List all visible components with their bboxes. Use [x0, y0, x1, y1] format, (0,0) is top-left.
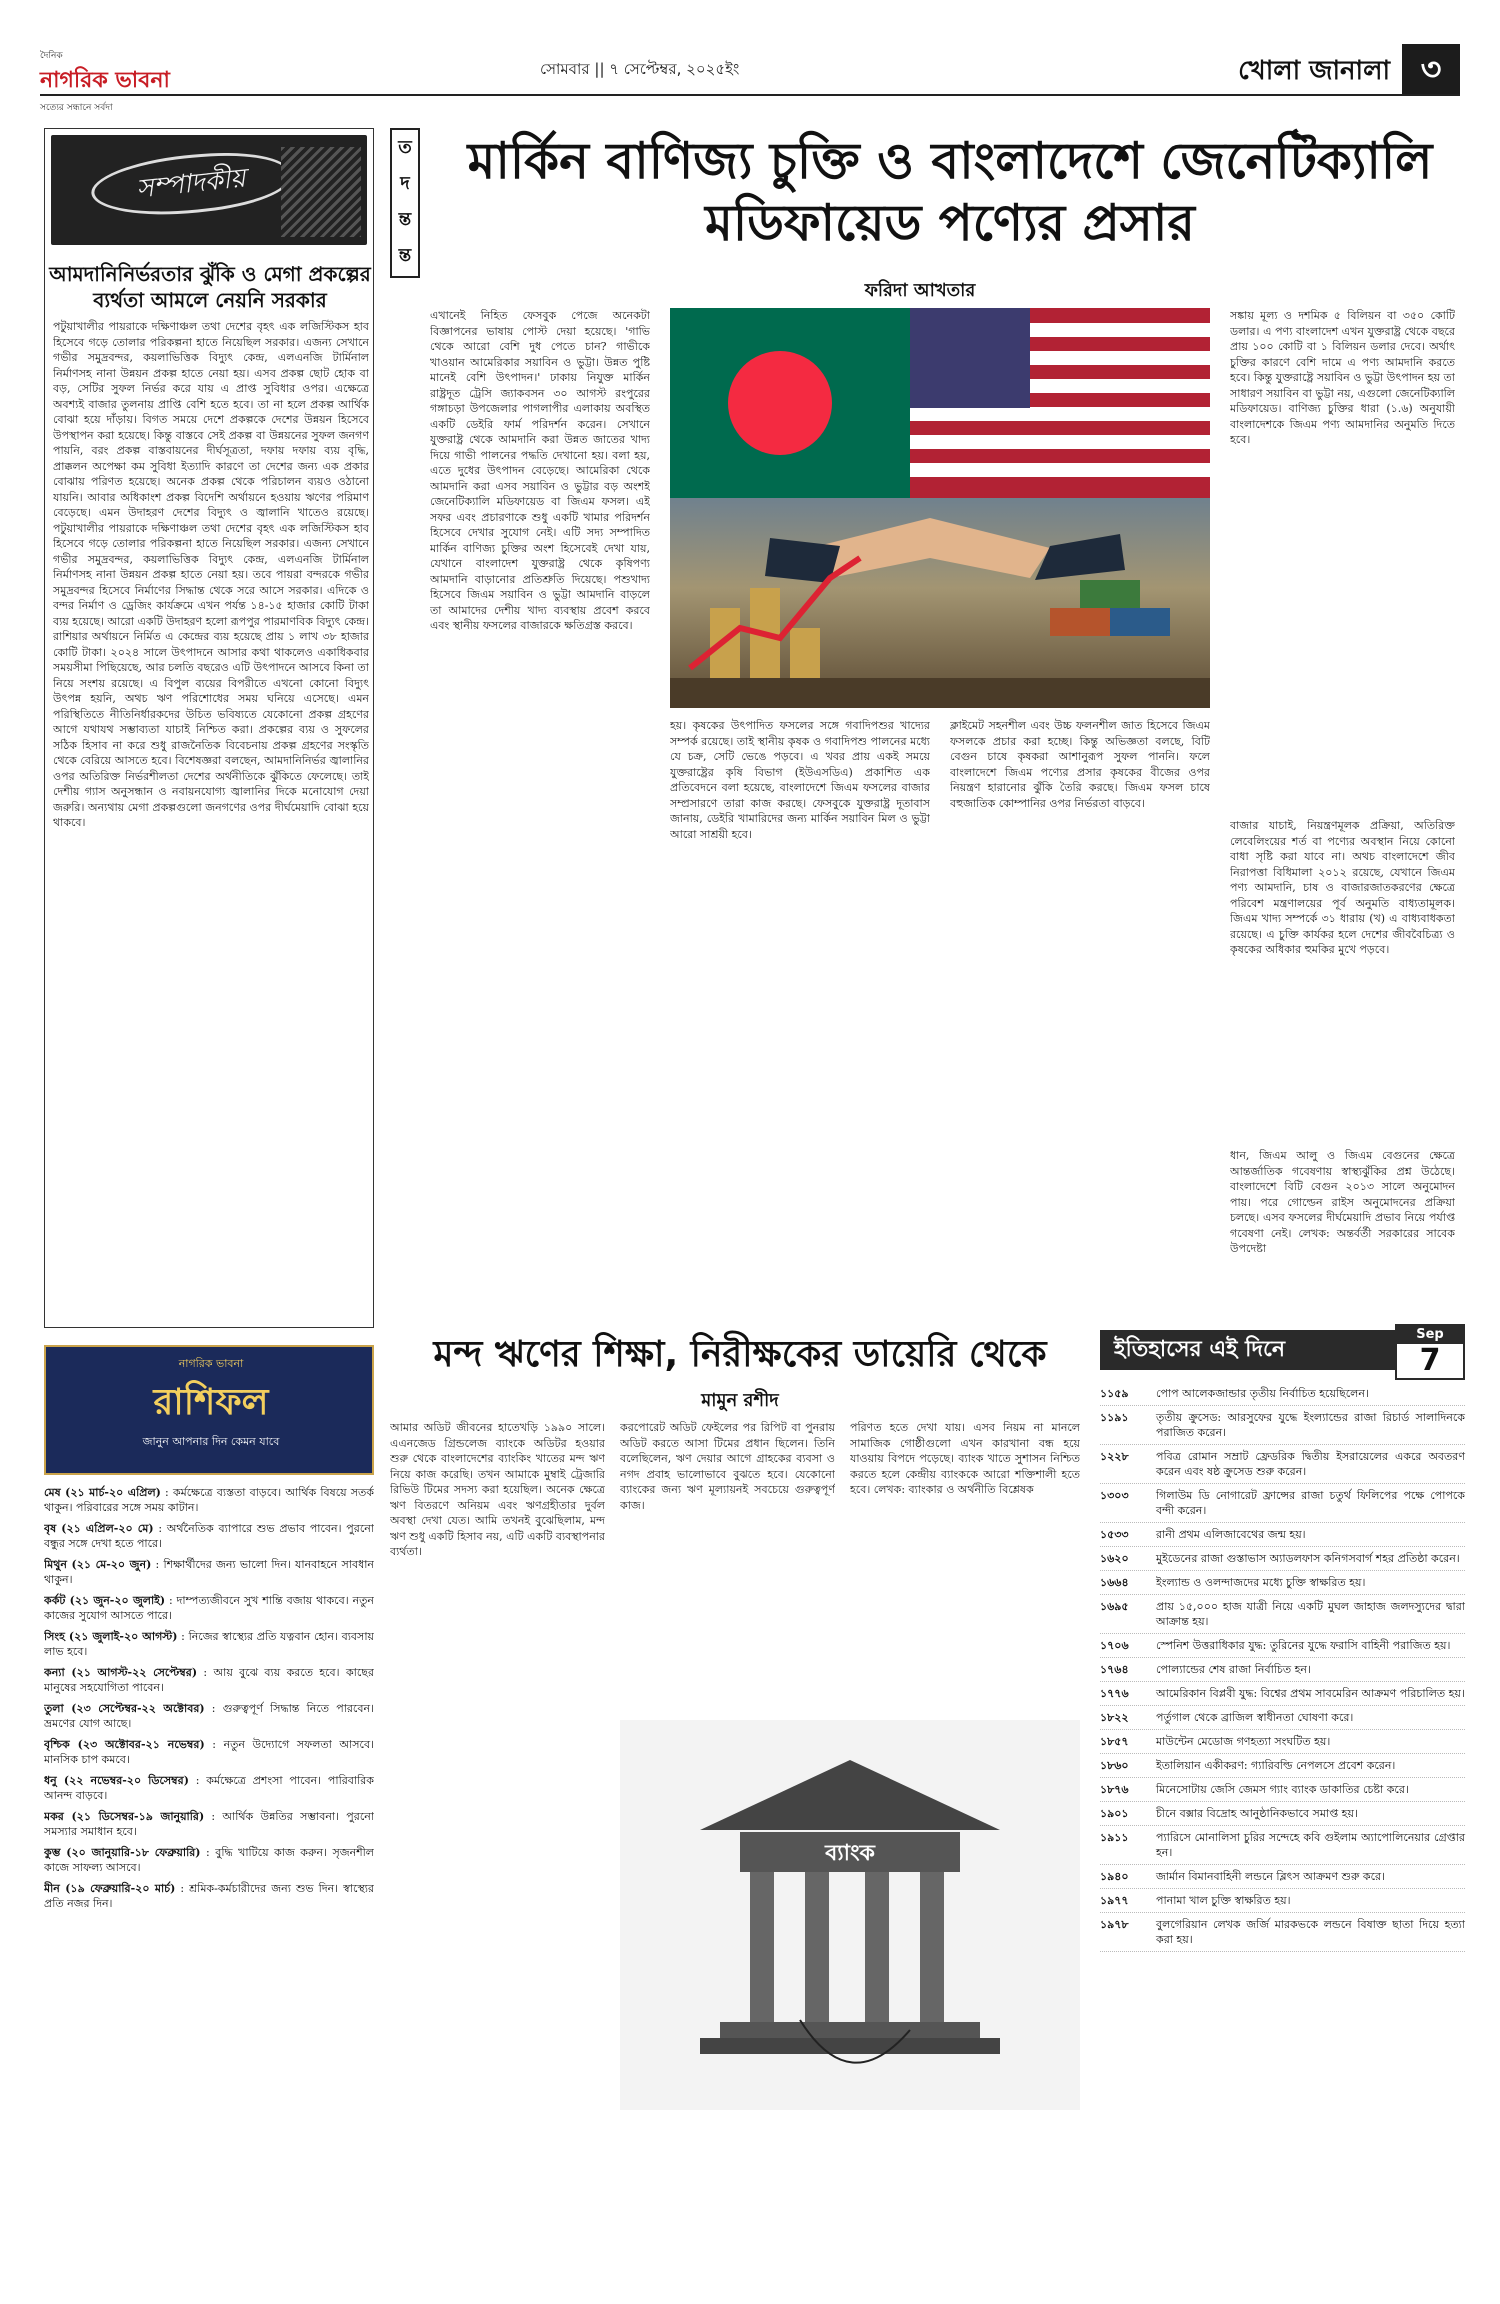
- history-row: [1100, 1634, 1465, 1658]
- zodiac-sign: কন্যা (২১ আগস্ট-২২ সেপ্টেম্বর): [44, 1666, 198, 1679]
- article-column: করপোরেট অডিট ফেইলের পর রিপিট বা পুনরায় অডিট করতে আসা টিমের প্রধান ছিলেন। তিনি বলেছিলেন, ঋণ দেয়ার আগে গ্রাহকের ব্যবসা ও নগদ প্রবাহ ভালোভাবে বুঝতে হবে। যেকোনো ব্যাংকের জন্য ঋণ মূল্যায়নই সবচেয়ে গুরুত্বপূর্ণ কাজ।: [620, 1421, 835, 1512]
- logo-tagline: সত্যের সন্ধানে সর্বদা: [40, 103, 113, 113]
- history-year: ১৭৭৬: [1100, 1687, 1129, 1700]
- history-row: [1100, 1826, 1465, 1865]
- history-row: [1100, 1445, 1465, 1484]
- history-year: ১৫৩৩: [1100, 1528, 1129, 1541]
- article-headline: মন্দ ঋণের শিক্ষা, নিরীক্ষকের ডায়েরি থেকে: [433, 1334, 1047, 1375]
- history-row: [1100, 1889, 1465, 1913]
- history-row: [1100, 1547, 1465, 1571]
- history-year: ১৮৭৬: [1100, 1783, 1129, 1796]
- history-row: [1100, 1802, 1465, 1826]
- horoscope-list: [44, 1485, 374, 2265]
- editorial-headline: আমদানিনির্ভরতার ঝুঁকি ও মেগা প্রকল্পের ব্যর্থতা আমলে নেয়নি সরকার: [49, 262, 371, 312]
- section-title: খোলা জানালা: [1238, 56, 1390, 86]
- history-event: জার্মান বিমানবাহিনী লন্ডনে ব্লিৎস আক্রমণ শুরু করে।: [1156, 1870, 1386, 1883]
- calendar-icon: [1395, 1324, 1465, 1380]
- history-year: ১৯১১: [1100, 1831, 1129, 1844]
- history-list: [1100, 1382, 1465, 1952]
- zodiac-sign: বৃষ (২১ এপ্রিল-২০ মে): [44, 1522, 154, 1535]
- history-event: ইতালিয়ান একীকরণ: গ্যারিবল্ডি নেপলসে প্রবেশ করেন।: [1156, 1759, 1396, 1772]
- headline-line-2: মডিফায়েড পণ্যের প্রসার: [705, 194, 1195, 252]
- horoscope-entry: বৃষ (২১ এপ্রিল-২০ মে) : অর্থনৈতিক ব্যাপারে শুভ প্রভাব পাবেন। পুরনো বন্ধুর সঙ্গে দেখা হতে পারে।: [44, 1522, 374, 1550]
- horoscope-text: কর্মক্ষেত্রে ব্যস্ততা বাড়বে। আর্থিক বিষয়ে সতর্ক থাকুন। পরিবারের সঙ্গে সময় কাটান।: [44, 1486, 374, 1514]
- horoscope-text: গুরুত্বপূর্ণ সিদ্ধান্ত নিতে পারবেন। ভ্রমণের যোগ আছে।: [44, 1702, 374, 1730]
- history-row: [1100, 1706, 1465, 1730]
- history-row: [1100, 1865, 1465, 1889]
- history-event: তৃতীয় ক্রুসেড: আরসুফের যুদ্ধে ইংল্যান্ডের রাজা রিচার্ড সালাদিনকে পরাজিত করেন।: [1156, 1411, 1465, 1439]
- history-event: বুলগেরিয়ান লেখক জর্জি মারকভকে লন্ডনে বিষাক্ত ছাতা দিয়ে হত্যা করা হয়।: [1156, 1918, 1465, 1946]
- history-event: চীনে বক্সার বিদ্রোহ আনুষ্ঠানিকভাবে সমাপ্ত হয়।: [1156, 1807, 1358, 1820]
- horoscope-entry: কর্কট (২১ জুন-২০ জুলাই) : দাম্পত্যজীবনে সুখ শান্তি বজায় থাকবে। নতুন কাজের সুযোগ আসতে পারে।: [44, 1594, 374, 1622]
- editorial-banner-label: সম্পাদকীয়: [89, 145, 294, 224]
- logo-title: নাগরিক ভাবনা: [40, 68, 170, 93]
- history-event: পোল্যান্ডের শেষ রাজা নির্বাচিত হন।: [1156, 1663, 1311, 1676]
- article-column: পরিণত হতে দেখা যায়। এসব নিয়ম না মানলে সামাজিক গোষ্ঠীগুলো এখন কারখানা বন্ধ হয়ে যাওয়ায় বিপদে পড়েছে। ব্যাংক খাতে সুশাসন নিশ্চিত করতে হলে কেন্দ্রীয় ব্যাংককে আরো শক্তিশালী হতে হবে। লেখক: ব্যাংকার ও অর্থনীতি বিশ্লেষক: [850, 1421, 1080, 1496]
- horoscope-subtitle: জানুন আপনার দিন কেমন যাবে: [142, 1435, 280, 1448]
- horoscope-banner: [44, 1345, 374, 1475]
- kicker-char: দ: [400, 173, 410, 194]
- article-column: হয়। কৃষকের উৎপাদিত ফসলের সঙ্গে গবাদিপশুর খাদ্যের সম্পর্ক রয়েছে। তাই স্থানীয় কৃষক ও গবাদিপশু পালনের মধ্যে যে চক্র, সেটি ভেঙে পড়বে। এ খবর প্রায় একই সময়ে যুক্তরাষ্ট্রের কৃষি বিভাগ (ইউএসডিএ) প্রকাশিত এক প্রতিবেদনে বলা হয়েছে, বাংলাদেশে জিএম ফসলের বাজার সম্প্রসারণে তারা কাজ করছে। ফেসবুকে যুক্তরাষ্ট্র দূতাবাস জানায়, ডেইরি খামারিদের জন্য মার্কিন সয়াবিন মিল ও ভুট্টা আরো সাশ্রয়ী হবে।: [670, 719, 930, 841]
- article-byline: ফরিদা আখতার: [864, 280, 976, 301]
- kicker-char: ত: [398, 137, 412, 158]
- zodiac-sign: তুলা (২৩ সেপ্টেম্বর-২২ অক্টোবর): [44, 1702, 205, 1715]
- history-event: ইংল্যান্ড ও ওলন্দাজদের মধ্যে চুক্তি স্বাক্ষরিত হয়।: [1156, 1576, 1366, 1589]
- zodiac-sign: মীন (১৯ ফেব্রুয়ারি-২০ মার্চ): [44, 1882, 176, 1895]
- calendar-month: Sep: [1397, 1326, 1463, 1344]
- history-event: গিলাউম ডি নোগারেট ফ্রান্সের রাজা চতুর্থ ফিলিপের পক্ষে পোপকে বন্দী করেন।: [1156, 1489, 1465, 1517]
- article-column: বাজার যাচাই, নিয়ন্ত্রণমূলক প্রক্রিয়া, অতিরিক্ত লেবেলিংয়ের শর্ত বা পণ্যের অবস্থান নিয়ে কোনো বাধা সৃষ্টি করা যাবে না। অথচ বাংলাদেশে জীব নিরাপত্তা বিধিমালা ২০১২ রয়েছে, যেখানে জিএম পণ্য আমদানি, চাষ ও বাজারজাতকরণের ক্ষেত্রে পরিবেশ মন্ত্রণালয়ের পূর্ব অনুমতি বাধ্যতামূলক। জিএম খাদ্য সম্পর্কে ৩১ ধারায় (খ) এ বাধ্যবাধকতা রয়েছে। এ চুক্তি কার্যকর হলে দেশের জীববৈচিত্র্য ও কৃষকের অধিকার হুমকির মুখে পড়বে।: [1230, 819, 1455, 956]
- zodiac-sign: সিংহ (২১ জুলাই-২০ আগস্ট): [44, 1630, 178, 1643]
- handshake-flags-illustration: [670, 308, 1210, 708]
- history-year: ১৮২২: [1100, 1711, 1129, 1724]
- horoscope-entry: তুলা (২৩ সেপ্টেম্বর-২২ অক্টোবর) : গুরুত্বপূর্ণ সিদ্ধান্ত নিতে পারবেন। ভ্রমণের যোগ আছে।: [44, 1702, 374, 1730]
- history-event: আমেরিকান বিপ্লবী যুদ্ধ: বিশ্বের প্রথম সাবমেরিন আক্রমণ পরিচালিত হয়।: [1156, 1687, 1465, 1700]
- article-column: আমার অডিট জীবনের হাতেখড়ি ১৯৯০ সালে। এএনজেড গ্রিন্ডলেজ ব্যাংকে অডিটর হওয়ার শুরু থেকে বাংলাদেশের ব্যাংকিং খাতের মন্দ ঋণ নিয়ে কাজ করেছি। তখন আমাকে মুম্বাই ট্রেজারি রিভিউ টিমের সদস্য করা হয়েছিল। অনেক ক্ষেত্রে ঋণ বিতরণে অনিয়ম এবং ঋণগ্রহীতার দুর্বল অবস্থা দেখা যেত। আমি তখনই বুঝেছিলাম, মন্দ ঋণ শুধু একটি হিসাব নয়, এটি একটি ব্যবস্থাপনার ব্যর্থতা।: [390, 1421, 605, 1558]
- horoscope-title: রাশিফল: [153, 1382, 269, 1423]
- horoscope-entry: বৃশ্চিক (২৩ অক্টোবর-২১ নভেম্বর) : নতুন উদ্যোগে সফলতা আসবে। মানসিক চাপ কমবে।: [44, 1738, 374, 1766]
- history-event: মুইডেনের রাজা গুস্তাভাস অ্যাডলফাস কনিগসবার্গ শহর প্রতিষ্ঠা করেন।: [1156, 1552, 1460, 1565]
- history-event: প্যারিসে মোনালিসা চুরির সন্দেহে কবি গুইলাম অ্যাপোলিনেয়ার গ্রেপ্তার হন।: [1156, 1831, 1465, 1859]
- history-row: [1100, 1571, 1465, 1595]
- history-event: রানী প্রথম এলিজাবেথের জন্ম হয়।: [1156, 1528, 1306, 1541]
- editorial-body: পটুয়াখালীর পায়রাকে দক্ষিণাঞ্চল তথা দেশের বৃহৎ এক লজিস্টিকস হাব হিসেবে গড়ে তোলার পরিকল্পনা হাতে নিয়েছিল সরকার। এজন্য সেখানে গভীর সমুদ্রবন্দর, কয়লাভিত্তিক বিদ্যুৎ কেন্দ্র, এলএনজি টার্মিনাল নির্মাণসহ নানা উন্নয়ন প্রকল্প হাতে নেয়া হয়। এসব প্রকল্প ছোট হোক বা বড়, সেটির সুফল নির্ভর করে যায় এ প্রাপ্ত সুবিধার ওপর। এক্ষেত্রে অবশ্যই বাজার তুলনায় প্রাপ্তি বেশি হতে হবে। তা না হলে প্রকল্প আর্থিক বোঝা হয়ে দাঁড়ায়। বিগত সময়ে দেশে প্রকল্পকে দেশের উন্নয়ন হিসেবে উপস্থাপন করা হয়েছে। কিন্তু বাস্তবে সেই প্রকল্প বা উন্নয়নের সুফল জনগণ পায়নি, বরং প্রকল্প বাস্তবায়নের দীর্ঘসূত্রতা, দফায় দফায় ব্যয় বৃদ্ধি, প্রাক্কলন অপেক্ষা কম সুবিধা ইত্যাদি কারণে তা দেশের জন্য এক প্রকার বোঝায় পরিণত হয়েছে। অনেক প্রকল্প থেকে পরিচালন ব্যয়ও ওঠানো যায়নি। আবার অধিকাংশ প্রকল্প বিদেশি অর্থায়নে হওয়ায় ঋণের পরিমাণ বেড়েছে। এমন উদাহরণ দেশের বিদ্যুৎ ও জ্বালানি খাতেও রয়েছে। পটুয়াখালীর পায়রাকে দক্ষিণাঞ্চল তথা দেশের বৃহৎ এক লজিস্টিকস হাব হিসেবে গড়ে তোলার পরিকল্পনা হাতে নিয়েছিল সরকার। এজন্য সেখানে গভীর সমুদ্রবন্দর, কয়লাভিত্তিক বিদ্যুৎ কেন্দ্র, এলএনজি টার্মিনাল নির্মাণসহ নানা উন্নয়ন প্রকল্প হাতে নেয়া হয়। তবে পায়রা বন্দরকে গভীর সমুদ্রবন্দর হিসেবে নির্মাণের সিদ্ধান্ত থেকে সরে আসে সরকার। এদিকে ও বন্দর নির্মাণ ও ড্রেজিং কার্যক্রমে এখন পর্যন্ত ১৪-১৫ হাজার কোটি টাকা ব্যয় হয়েছে। আরো একটি উদাহরণ হলো রূপপুর পারমাণবিক বিদ্যুৎ কেন্দ্র। রাশিয়ার অর্থায়নে নির্মিত এ কেন্দ্রের ব্যয় হয়েছে প্রায় ১ লাখ ৩৮ হাজার কোটি টাকা। ২০২৪ সালে উৎপাদনে আসার কথা থাকলেও একাধিকবার সময়সীমা পিছিয়েছে, আর চলতি বছরেও এটি উৎপাদনে আসবে কিনা তা নিয়ে সংশয় রয়েছে। এ বিপুল ব্যয়ের বিপরীতে এখনো কোনো বিদ্যুৎ উৎপন্ন হয়নি, অথচ ঋণ পরিশোধের সময় ঘনিয়ে এসেছে। এমন পরিস্থিতিতে নীতিনির্ধারকদের উচিত ভবিষ্যতে যেকোনো প্রকল্প গ্রহণের আগে যথাযথ সম্ভাব্যতা যাচাই নিশ্চিত করা। প্রকল্পের ব্যয় ও সুফলের সঠিক হিসাব না করে শুধু রাজনৈতিক বিবেচনায় প্রকল্প গ্রহণের সংস্কৃতি থেকে বেরিয়ে আসতে হবে। বিশেষজ্ঞরা বলছেন, আমদানিনির্ভর জ্বালানির ওপর অতিরিক্ত নির্ভরশীলতা দেশের অর্থনীতিকে ঝুঁকিতে ফেলেছে। তাই দেশীয় গ্যাস অনুসন্ধান ও নবায়নযোগ্য জ্বালানির দিকে মনোযোগ দেয়া জরুরি। অন্যথায় মেগা প্রকল্পগুলো জনগণের ওপর দীর্ঘমেয়াদি বোঝা হয়ে থাকবে।: [53, 320, 369, 829]
- article-column: ক্লাইমেট সহনশীল এবং উচ্চ ফলনশীল জাত হিসেবে জিএম ফসলকে প্রচার করা হচ্ছে। কিন্তু অভিজ্ঞতা বলছে, বিটি বেগুন চাষে কৃষকরা আশানুরূপ সুফল পাননি। ফলে বাংলাদেশে জিএম পণ্যের প্রসার কৃষকের বীজের ওপর নিয়ন্ত্রণ হারানোর ঝুঁকি তৈরি করছে। জিএম ফসল চাষে বহুজাতিক কোম্পানির ওপর নির্ভরতা বাড়বে।: [950, 719, 1210, 810]
- history-year: ১৯৭৭: [1100, 1894, 1129, 1907]
- history-year: ১১৯১: [1100, 1411, 1129, 1424]
- history-row: [1100, 1484, 1465, 1523]
- history-row: [1100, 1913, 1465, 1952]
- history-year: ১৬২০: [1100, 1552, 1129, 1565]
- history-section: [1100, 1327, 1465, 2270]
- horoscope-text: শ্রমিক-কর্মচারীদের জন্য শুভ দিন। স্বাস্থ্যের প্রতি নজর দিন।: [44, 1882, 374, 1910]
- history-title: ইতিহাসের এই দিনে: [1100, 1330, 1465, 1370]
- history-year: ১৬৬৪: [1100, 1576, 1129, 1589]
- horoscope-text: কর্মক্ষেত্রে প্রশংসা পাবেন। পারিবারিক আনন্দ বাড়বে।: [44, 1774, 374, 1802]
- bank-illustration: [620, 1720, 1080, 2110]
- article-column: সঙ্কায় মূল্য ও দশমিক ৫ বিলিয়ন বা ৩৫০ কোটি ডলার। এ পণ্য বাংলাদেশ এখন যুক্তরাষ্ট্র থেকে বছরে প্রায় ১০০ কোটি বা ১ বিলিয়ন ডলার দেবে। অর্থাৎ চুক্তির কারণে বেশি দামে এ পণ্য আমদানি করতে হবে। কিন্তু যুক্তরাষ্ট্রে সয়াবিন ও ভুট্টা উৎপাদন হয় তা সাধারণ সয়াবিন বা ভুট্টা নয়, এগুলো জেনেটিক্যালি মডিফায়েড। বাণিজ্য চুক্তির ধারা (১.৬) অনুযায়ী বাংলাদেশকে জিএম পণ্য আমদানির অনুমতি দিতে হবে।: [1230, 309, 1455, 446]
- history-year: ১৭৬৪: [1100, 1663, 1129, 1676]
- history-row: [1100, 1682, 1465, 1706]
- history-row: [1100, 1730, 1465, 1754]
- bank-building-icon: [620, 1720, 1080, 2110]
- kicker-char: ন্ত: [398, 209, 412, 230]
- history-event: পানামা খাল চুক্তি স্বাক্ষরিত হয়।: [1156, 1894, 1291, 1907]
- horoscope-entry: সিংহ (২১ জুলাই-২০ আগস্ট) : নিজের স্বাস্থ্যের প্রতি যত্নবান হোন। ব্যবসায় লাভ হবে।: [44, 1630, 374, 1658]
- horoscope-text: আয় বুঝে ব্যয় করতে হবে। কাছের মানুষের সহযোগিতা পাবেন।: [44, 1666, 374, 1694]
- zodiac-sign: কর্কট (২১ জুন-২০ জুলাই): [44, 1594, 166, 1607]
- history-event: স্পেনিশ উত্তরাধিকার যুদ্ধ: তুরিনের যুদ্ধে ফরাসি বাহিনী পরাজিত হয়।: [1156, 1639, 1451, 1652]
- horoscope-section: [44, 1345, 374, 2265]
- newspaper-logo: [40, 48, 340, 113]
- horoscope-text: নতুন উদ্যোগে সফলতা আসবে। মানসিক চাপ কমবে।: [44, 1738, 374, 1766]
- article-column: এখানেই নিহিত ফেসবুক পেজে অনেকটা বিজ্ঞাপনের ভাষায় পোস্ট দেয়া হয়েছে। 'গাভি থেকে আরো বেশি দুধ পেতে চান? গাভীকে খাওয়ান আমেরিকার সয়াবিন ও ভুট্টা। উন্নত পুষ্টি মানেই বেশি উৎপাদন।' ঢাকায় নিযুক্ত মার্কিন রাষ্ট্রদূত ট্রেসি জ্যাকবসন ৩০ আগস্ট রংপুরের গঙ্গাচড়া উপজেলার পাগলাপীর এলাকায় অবস্থিত একটি ডেইরি ফার্ম পরিদর্শন করেন। সেখানে যুক্তরাষ্ট্র থেকে আমদানি করা উন্নত জাতের খাদ্য দিয়ে গাভী পালনের পদ্ধতি দেখানো হয়। বলা হয়, এতে দুধের উৎপাদন বেড়েছে। আমেরিকা থেকে আমদানি করা এসব সয়াবিন ও ভুট্টার বড় অংশই জেনেটিক্যালি মডিফায়েড বা জিএম ফসল। এই সফর এবং প্রচারণাকে শুধু একটি খামার পরিদর্শন হিসেবে দেখার সুযোগ নেই। এটি সদ্য সম্পাদিত মার্কিন বাণিজ্য চুক্তির অংশ হিসেবেই দেখা যায়, যেখানে বাংলাদেশ যুক্তরাষ্ট্র থেকে কৃষিপণ্য আমদানি বাড়ানোর প্রতিশ্রুতি দিয়েছে। পশুখাদ্য হিসেবে জিএম সয়াবিন ও ভুট্টা আমদানি বাড়লে তা আমাদের দেশীয় খাদ্য ব্যবস্থায় প্রবেশ করবে এবং স্থানীয় ফসলের বাজারকে ক্ষতিগ্রস্ত করবে।: [430, 309, 650, 632]
- zodiac-sign: মিথুন (২১ মে-২০ জুন): [44, 1558, 152, 1571]
- horoscope-entry: ধনু (২২ নভেম্বর-২০ ডিসেম্বর) : কর্মক্ষেত্রে প্রশংসা পাবেন। পারিবারিক আনন্দ বাড়বে।: [44, 1774, 374, 1802]
- history-event: প্রায় ১৫,০০০ হাজ যাত্রী নিয়ে একটি মুঘল জাহাজ জলদস্যুদের দ্বারা আক্রান্ত হয়।: [1156, 1600, 1465, 1628]
- logo-top-line: দৈনিক: [40, 51, 63, 61]
- headline-line-1: মার্কিন বাণিজ্য চুক্তি ও বাংলাদেশে জেনেটিক্যালি: [467, 132, 1433, 190]
- history-event: পোপ আলেকজান্ডার তৃতীয় নির্বাচিত হয়েছিলেন।: [1156, 1387, 1369, 1400]
- issue-date: সোমবার || ৭ সেপ্টেম্বর, ২০২৫ইং: [540, 60, 740, 78]
- history-year: ১৩০৩: [1100, 1489, 1129, 1502]
- horoscope-entry: মিথুন (২১ মে-২০ জুন) : শিক্ষার্থীদের জন্য ভালো দিন। যানবাহনে সাবধান থাকুন।: [44, 1558, 374, 1586]
- horoscope-top-line: নাগরিক ভাবনা: [178, 1357, 244, 1370]
- article-column: ধান, জিএম আলু ও জিএম বেগুনের ক্ষেত্রে আন্তর্জাতিক গবেষণায় স্বাস্থ্যঝুঁকির প্রশ্ন উঠেছে। বাংলাদেশে বিটি বেগুন ২০১৩ সালে অনুমোদন পায়। পরে গোল্ডেন রাইস অনুমোদনের প্রক্রিয়া চলছে। এসব ফসলের দীর্ঘমেয়াদি প্রভাব নিয়ে পর্যাপ্ত গবেষণা নেই। লেখক: অন্তর্বর্তী সরকারের সাবেক উপদেষ্টা: [1230, 1149, 1455, 1255]
- editorial-banner: [51, 135, 367, 245]
- history-row: [1100, 1658, 1465, 1682]
- history-row: [1100, 1406, 1465, 1445]
- history-year: ১৯০১: [1100, 1807, 1129, 1820]
- horoscope-text: বুদ্ধি খাটিয়ে কাজ করুন। সৃজনশীল কাজে সাফল্য আসবে।: [44, 1846, 374, 1874]
- horoscope-text: নিজের স্বাস্থ্যের প্রতি যত্নবান হোন। ব্যবসায় লাভ হবে।: [44, 1630, 374, 1658]
- history-row: [1100, 1382, 1465, 1406]
- horoscope-text: আর্থিক উন্নতির সম্ভাবনা। পুরনো সমস্যার সমাধান হবে।: [44, 1810, 374, 1838]
- history-event: পবিত্র রোমান সম্রাট ফ্রেডরিক দ্বিতীয় ইসরায়েলের একরে অবতরণ করেন এবং ষষ্ঠ ক্রুসেড শুরু করেন।: [1156, 1450, 1465, 1478]
- top-story: [390, 128, 1465, 1328]
- editorial-banner-pattern: [281, 147, 361, 237]
- editorial-section: [44, 128, 374, 1328]
- zodiac-sign: ধনু (২২ নভেম্বর-২০ ডিসেম্বর): [44, 1774, 189, 1787]
- history-row: [1100, 1595, 1465, 1634]
- history-event: পর্তুগাল থেকে ব্রাজিল স্বাধীনতা ঘোষণা করে।: [1156, 1711, 1354, 1724]
- page-number: ৩: [1402, 44, 1460, 94]
- zodiac-sign: মকর (২১ ডিসেম্বর-১৯ জানুয়ারি): [44, 1810, 205, 1823]
- history-row: [1100, 1778, 1465, 1802]
- history-year: ১১৫৯: [1100, 1387, 1129, 1400]
- horoscope-text: শিক্ষার্থীদের জন্য ভালো দিন। যানবাহনে সাবধান থাকুন।: [44, 1558, 374, 1586]
- horoscope-entry: কন্যা (২১ আগস্ট-২২ সেপ্টেম্বর) : আয় বুঝে ব্যয় করতে হবে। কাছের মানুষের সহযোগিতা পাবেন।: [44, 1666, 374, 1694]
- horoscope-entry: মেষ (২১ মার্চ-২০ এপ্রিল) : কর্মক্ষেত্রে ব্যস্ততা বাড়বে। আর্থিক বিষয়ে সতর্ক থাকুন। পরিবারের সঙ্গে সময় কাটান।: [44, 1486, 374, 1514]
- bank-label: ব্যাংক: [825, 1841, 875, 1866]
- history-row: [1100, 1754, 1465, 1778]
- bad-loan-article: [390, 1330, 1090, 2270]
- history-year: ১৮৬০: [1100, 1759, 1129, 1772]
- horoscope-text: দাম্পত্যজীবনে সুখ শান্তি বজায় থাকবে। নতুন কাজের সুযোগ আসতে পারে।: [44, 1594, 374, 1622]
- history-year: ১২২৮: [1100, 1450, 1129, 1463]
- zodiac-sign: কুম্ভ (২০ জানুয়ারি-১৮ ফেব্রুয়ারি): [44, 1846, 201, 1859]
- horoscope-entry: মকর (২১ ডিসেম্বর-১৯ জানুয়ারি) : আর্থিক উন্নতির সম্ভাবনা। পুরনো সমস্যার সমাধান হবে।: [44, 1810, 374, 1838]
- history-year: ১৮৫৭: [1100, 1735, 1129, 1748]
- trade-deal-photo: [670, 308, 1210, 708]
- kicker-char: ন্ত: [398, 245, 412, 266]
- history-event: মিনেসোটায় জেসি জেমস গ্যাং ব্যাংক ডাকাতির চেষ্টা করে।: [1156, 1783, 1409, 1796]
- zodiac-sign: মেষ (২১ মার্চ-২০ এপ্রিল): [44, 1486, 161, 1499]
- history-year: ১৭০৬: [1100, 1639, 1129, 1652]
- calendar-day: 7: [1419, 1343, 1441, 1378]
- history-row: [1100, 1523, 1465, 1547]
- history-year: ১৯৭৮: [1100, 1918, 1129, 1931]
- kicker-box: [390, 128, 420, 278]
- horoscope-text: অর্থনৈতিক ব্যাপারে শুভ প্রভাব পাবেন। পুরনো বন্ধুর সঙ্গে দেখা হতে পারে।: [44, 1522, 374, 1550]
- horoscope-entry: কুম্ভ (২০ জানুয়ারি-১৮ ফেব্রুয়ারি) : বুদ্ধি খাটিয়ে কাজ করুন। সৃজনশীল কাজে সাফল্য আসবে।: [44, 1846, 374, 1874]
- history-event: মাউন্টেন মেডোজ গণহত্যা সংঘটিত হয়।: [1156, 1735, 1331, 1748]
- history-year: ১৬৯৫: [1100, 1600, 1129, 1613]
- masthead: [40, 44, 1460, 113]
- article-byline: মামুন রশীদ: [701, 1390, 779, 1411]
- history-year: ১৯৪০: [1100, 1870, 1129, 1883]
- zodiac-sign: বৃশ্চিক (২৩ অক্টোবর-২১ নভেম্বর): [44, 1738, 205, 1751]
- horoscope-entry: মীন (১৯ ফেব্রুয়ারি-২০ মার্চ) : শ্রমিক-কর্মচারীদের জন্য শুভ দিন। স্বাস্থ্যের প্রতি নজর দিন।: [44, 1882, 374, 1910]
